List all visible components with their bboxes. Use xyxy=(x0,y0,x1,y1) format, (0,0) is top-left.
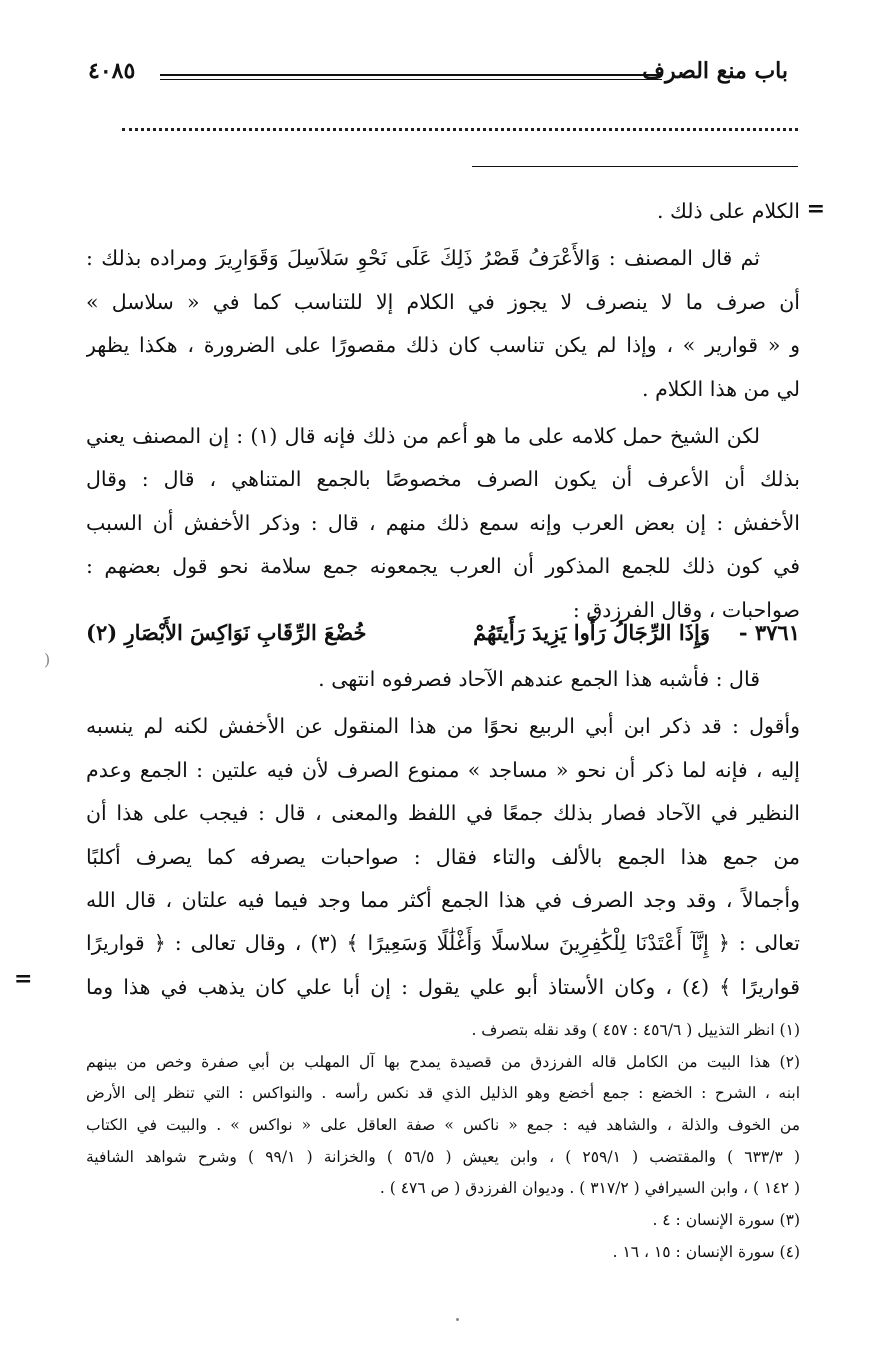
text-line: وأقول : قد ذكر ابن أبي الربيع نحوًا من هذا المنقول عن الأخفش لكنه لم ينسبه xyxy=(86,714,800,739)
text-line: صواحبات ، وقال الفرزدق : xyxy=(572,597,800,622)
footnote-line: ( ٦٣٣/٣ ) والمقتضب ( ٢٥٩/١ ) ، وابن يعيش ( ٥٦/٥ ) والخزانة ( ٩٩/١ ) وشرح شواهد الشافية xyxy=(86,1147,800,1166)
verse-first-hemistich: وَإِذَا الرِّجَالُ رَأَوا يَزِيدَ رَأَيتَهُمْ xyxy=(473,620,710,645)
text-line: وأجمالاً ، وقد وجد الصرف في هذا الجمع أكثر مما وجد فيما فيه علتان ، قال الله xyxy=(86,887,800,912)
main-text-top xyxy=(86,190,800,632)
continuation-mark-top: = xyxy=(806,196,825,222)
footnote-line: (٤) سورة الإنسان : ١٥ ، ١٦ . xyxy=(612,1242,800,1261)
text-line: في كون ذلك للجمع المذكور أن العرب يجمعونه جمع سلامة نحو قول بعضهم : xyxy=(86,554,800,579)
poetry-verse xyxy=(86,612,800,656)
page-number: ٤٠٨٥ xyxy=(88,58,136,84)
text-line: النظير في الآحاد فصار بذلك جمعًا في اللفظ والمعنى ، قال : فيجب على هذا أن xyxy=(86,801,800,826)
text-line: لكن الشيخ حمل كلامه على ما هو أعم من ذلك فإنه قال (١) : إن المصنف يعني xyxy=(86,423,760,448)
continuation-rule xyxy=(472,166,798,167)
verse-second-hemistich: خُضْعَ الرِّقَابِ نَوَاكِسَ الأَبْصَارِ (٢) xyxy=(86,620,367,645)
footnote-line: (٣) سورة الإنسان : ٤ . xyxy=(652,1211,800,1230)
header-rule xyxy=(160,74,662,80)
text-line: ثم قال المصنف : وَالأَعْرَفُ قَصْرُ ذَلِكَ عَلَى نَحْوِ سَلاَسِلَ وَقَوَارِيرَ ومراده بذلك : xyxy=(86,246,760,271)
page-header xyxy=(88,58,788,92)
scan-speck xyxy=(456,1318,459,1321)
text-line: قواريرًا ﴾ (٤) ، وكان الأستاذ أبو علي يقول : إن أبا علي كان يذهب في هذا وما xyxy=(86,974,800,999)
text-line: قال : فأشبه هذا الجمع عندهم الآحاد فصرفوه انتهى . xyxy=(318,667,760,691)
text-line: و « قوارير » ، وإذا لم يكن تناسب كان ذلك مقصورًا على الضرورة ، هكذا يظهر xyxy=(86,333,800,358)
text-line: أن صرف ما لا ينصرف لا يجوز في الكلام إلا للتناسب كما في « سلاسل » xyxy=(86,289,800,314)
main-text-bottom xyxy=(86,658,800,1009)
continuation-mark-bottom: = xyxy=(14,966,33,992)
text-line: الكلام على ذلك . xyxy=(656,199,800,223)
text-line: من جمع هذا الجمع بالألف والتاء فقال : صواحبات يصرفه كما يصرف أكلبًا xyxy=(86,844,800,869)
text-line: تعالى : ﴿ إِنَّآ أَعْتَدْنَا لِلْكَٰفِرِينَ سلاسلًا وَأَغْلَٰلًا وَسَعِيرًا ﴾ (٣) ، وقال تعالى : ﴿ قواريرًا xyxy=(86,931,800,956)
verse-number: ٣٧٦١ - xyxy=(738,620,800,645)
text-line: لي من هذا الكلام . xyxy=(642,376,800,401)
footnote-line: ابنه ، الشرح : الخضع : جمع أخضع وهو الذليل الذي قد نكس رأسه . والنواكس : التي تنظر إلى الأرض xyxy=(86,1084,800,1103)
running-title: باب منع الصرف xyxy=(642,58,788,84)
footnotes xyxy=(86,1015,800,1269)
footnote-line: (١) انظر التذييل ( ٤٥٦/٦ : ٤٥٧ ) وقد نقله بتصرف . xyxy=(471,1021,800,1039)
footnote-line: (٢) هذا البيت من الكامل قاله الفرزدق من قصيدة يمدح بها آل المهلب بن أبي صفرة وخص من بينهم xyxy=(86,1052,800,1071)
text-line: إليه ، فإنه لما ذكر أن نحو « مساجد » ممنوع الصرف لأن فيه علتين : الجمع وعدم xyxy=(86,757,800,782)
text-line: بذلك أن الأعرف أن يكون الصرف مخصوصًا بالجمع المتناهي ، قال : وقال xyxy=(86,467,800,492)
margin-mark: ( xyxy=(44,650,51,669)
footnote-line: من الخوف والذلة ، والشاهد فيه : جمع « ناكس » صفة العاقل على « نواكس » . والبيت في الكتاب xyxy=(86,1116,800,1135)
dotted-separator xyxy=(122,128,798,131)
footnote-line: ( ١٤٢ ) ، وابن السيرافي ( ٣١٧/٢ ) . وديوان الفرزدق ( ص ٤٧٦ ) . xyxy=(379,1179,800,1198)
text-line: الأخفش : إن بعض العرب وإنه سمع ذلك منهم ، قال : وذكر الأخفش أن السبب xyxy=(86,510,800,535)
